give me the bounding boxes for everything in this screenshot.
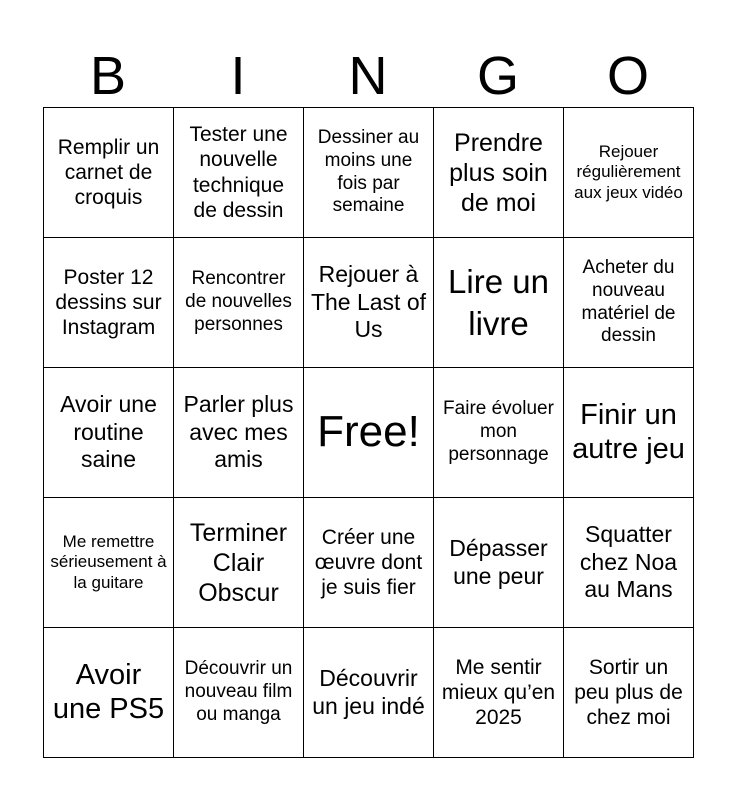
bingo-cell-4-3[interactable] (304, 498, 434, 628)
cell-text: Avoir une PS5 (52, 659, 165, 725)
header-letter-o: O (606, 46, 649, 106)
bingo-cell-1-3[interactable] (304, 108, 434, 238)
cell-text: Me remettre sérieusement à la guitare (50, 531, 167, 592)
free-space-label: Free! (317, 407, 420, 457)
bingo-cell-3-2[interactable] (174, 368, 304, 498)
bingo-cell-1-5[interactable] (564, 108, 694, 238)
bingo-cell-5-5[interactable] (564, 628, 694, 758)
cell-text: Me sentir mieux qu’en 2025 (441, 655, 556, 730)
bingo-cell-2-1[interactable] (44, 238, 174, 368)
cell-text: Prendre plus soin de moi (449, 128, 548, 217)
cell-text: Tester une nouvelle technique de dessin (189, 123, 288, 222)
header-letter-n: N (348, 46, 388, 106)
bingo-header (43, 44, 693, 108)
cell-text: Remplir un carnet de croquis (57, 135, 160, 210)
cell-text: Parler plus avec mes amis (183, 391, 294, 473)
cell-text: Lire un livre (448, 263, 549, 342)
bingo-cell-4-5[interactable] (564, 498, 694, 628)
bingo-cell-3-5[interactable] (564, 368, 694, 498)
cell-text: Avoir une routine saine (60, 391, 157, 473)
header-letter-i: I (230, 46, 246, 106)
bingo-cell-4-2[interactable] (174, 498, 304, 628)
bingo-cell-1-2[interactable] (174, 108, 304, 238)
cell-text: Découvrir un nouveau film ou manga (184, 658, 293, 725)
cell-text: Dessiner au moins une fois par semaine (317, 126, 420, 217)
bingo-cell-2-4[interactable] (434, 238, 564, 368)
cell-text: Acheter du nouveau matériel de dessin (581, 256, 676, 347)
bingo-cell-1-4[interactable] (434, 108, 564, 238)
cell-text: Terminer Clair Obscur (189, 518, 288, 607)
bingo-cell-4-4[interactable] (434, 498, 564, 628)
bingo-cell-5-1[interactable] (44, 628, 174, 758)
bingo-cell-3-1[interactable] (44, 368, 174, 498)
cell-text: Faire évoluer mon personnage (443, 398, 554, 465)
cell-text: Rejouer régulièrement aux jeux vidéo (574, 141, 683, 202)
cell-text: Squatter chez Noa au Mans (579, 521, 678, 603)
cell-text: Découvrir un jeu indé (312, 664, 425, 719)
cell-text: Finir un autre jeu (572, 399, 685, 465)
bingo-cell-2-5[interactable] (564, 238, 694, 368)
bingo-cell-5-2[interactable] (174, 628, 304, 758)
header-letter-g: G (476, 46, 519, 106)
bingo-cell-5-4[interactable] (434, 628, 564, 758)
cell-text: Poster 12 dessins sur Instagram (55, 265, 162, 340)
bingo-cell-2-3[interactable] (304, 238, 434, 368)
bingo-cell-4-1[interactable] (44, 498, 174, 628)
cell-text: Dépasser une peur (449, 534, 548, 589)
cell-text: Rencontrer de nouvelles personnes (185, 268, 292, 335)
bingo-grid (43, 107, 694, 758)
bingo-cell-3-4[interactable] (434, 368, 564, 498)
bingo-cell-1-1[interactable] (44, 108, 174, 238)
bingo-cell-2-2[interactable] (174, 238, 304, 368)
header-letter-b: B (89, 46, 127, 106)
bingo-cell-5-3[interactable] (304, 628, 434, 758)
cell-text: Créer une œuvre dont je suis fier (314, 525, 423, 600)
cell-text: Sortir un peu plus de chez moi (574, 655, 683, 730)
cell-text: Rejouer à The Last of Us (310, 261, 427, 343)
bingo-cell-3-3[interactable] (304, 368, 434, 498)
